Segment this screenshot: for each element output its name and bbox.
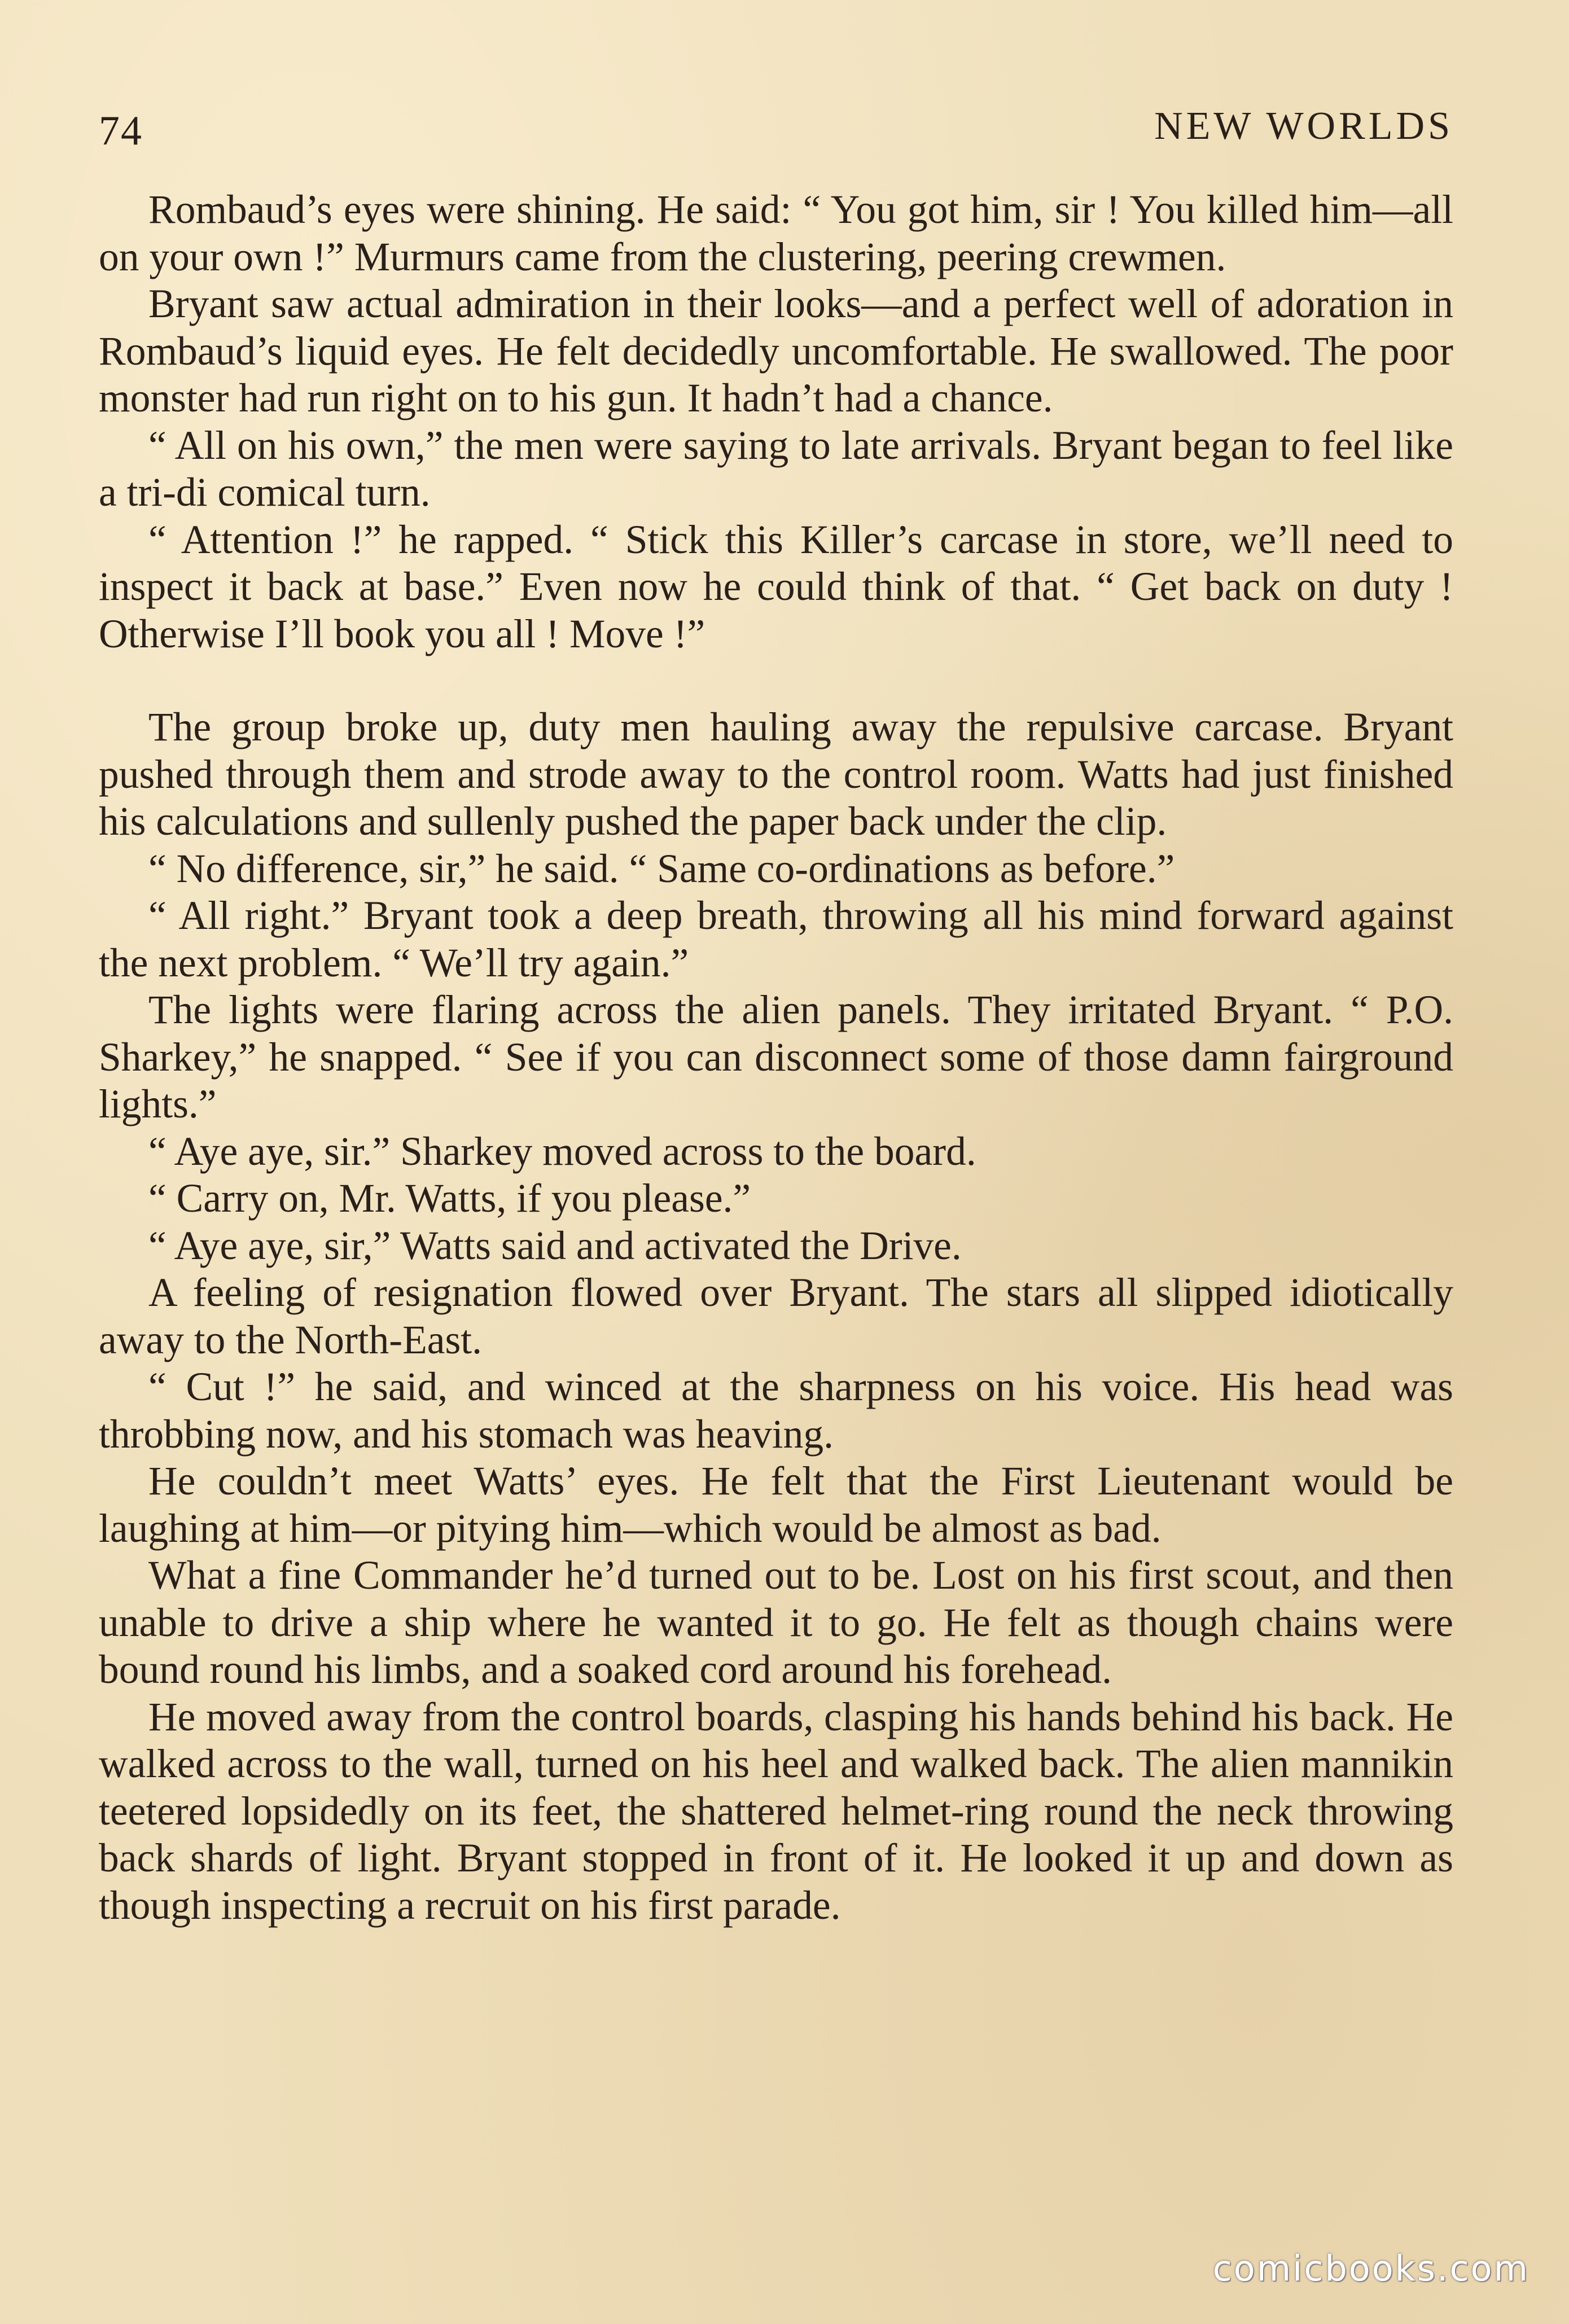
paragraph: “ Cut !” he said, and winced at the sharpness on his voice. His head was throbbing now, and his stomach was heaving. <box>99 1365 1453 1457</box>
paragraph: “ All on his own,” the men were saying to late arrivals. Bryant began to feel like a tri-di comical turn. <box>99 423 1453 515</box>
paragraph: “ Attention !” he rapped. “ Stick this Killer’s carcase in store, we’ll need to inspect it back at base.” Even now he could think of that. “ Get back on duty ! Otherwise I’ll book you all ! Move !” <box>99 517 1453 656</box>
paragraph: “ Aye aye, sir,” Watts said and activated the Drive. <box>148 1223 962 1268</box>
page-number: 74 <box>99 108 143 154</box>
paragraph: “ All right.” Bryant took a deep breath, throwing all his mind forward against the next problem. “ We’ll try again.” <box>99 893 1453 985</box>
site-watermark: comicbooks.com <box>1212 2248 1529 2289</box>
paragraph: He moved away from the control boards, clasping his hands behind his back. He walked across to the wall, turned on his heel and walked back. The alien mannikin teetered lopsidedly on its feet, the shattered helmet-ring round the neck throwing back shards of light. Bryant stopped in front of it. He looked it up and down as though inspecting a recruit on his first parade. <box>99 1694 1453 1928</box>
paragraph: “ No difference, sir,” he said. “ Same co-ordinations as before.” <box>148 846 1175 891</box>
paragraph: “ Aye aye, sir.” Sharkey moved across to the board. <box>148 1129 976 1174</box>
page-body <box>99 186 1453 1929</box>
paragraph: The lights were flaring across the alien panels. They irritated Bryant. “ P.O. Sharkey,” he snapped. “ See if you can disconnect some of those damn fairground lights.” <box>99 988 1453 1126</box>
book-page <box>99 96 1453 2240</box>
paragraph: “ Carry on, Mr. Watts, if you please.” <box>148 1176 751 1221</box>
paragraph: A feeling of resignation flowed over Bryant. The stars all slipped idiotically away to the North-East. <box>99 1270 1453 1362</box>
paragraph: The group broke up, duty men hauling away the repulsive carcase. Bryant pushed through them and strode away to the control room. Watts had just finished his calculations and sullenly pushed the paper back under the clip. <box>99 705 1453 844</box>
running-head: NEW WORLDS <box>1154 104 1453 148</box>
page-header <box>99 96 1453 169</box>
paragraph: Rombaud’s eyes were shining. He said: “ You got him, sir ! You killed him—all on your own !” Murmurs came from the clustering, peering crewmen. <box>99 187 1453 279</box>
paragraph: He couldn’t meet Watts’ eyes. He felt that the First Lieutenant would be laughing at him—or pitying him—which would be almost as bad. <box>99 1459 1453 1551</box>
paragraph: What a fine Commander he’d turned out to be. Lost on his first scout, and then unable to drive a ship where he wanted it to go. He felt as though chains were bound round his limbs, and a soaked cord around his forehead. <box>99 1553 1453 1692</box>
paragraph: Bryant saw actual admiration in their looks—and a perfect well of adoration in Rombaud’s liquid eyes. He felt decidedly uncomfortable. He swallowed. The poor monster had run right on to his gun. It hadn’t had a chance. <box>99 282 1453 420</box>
